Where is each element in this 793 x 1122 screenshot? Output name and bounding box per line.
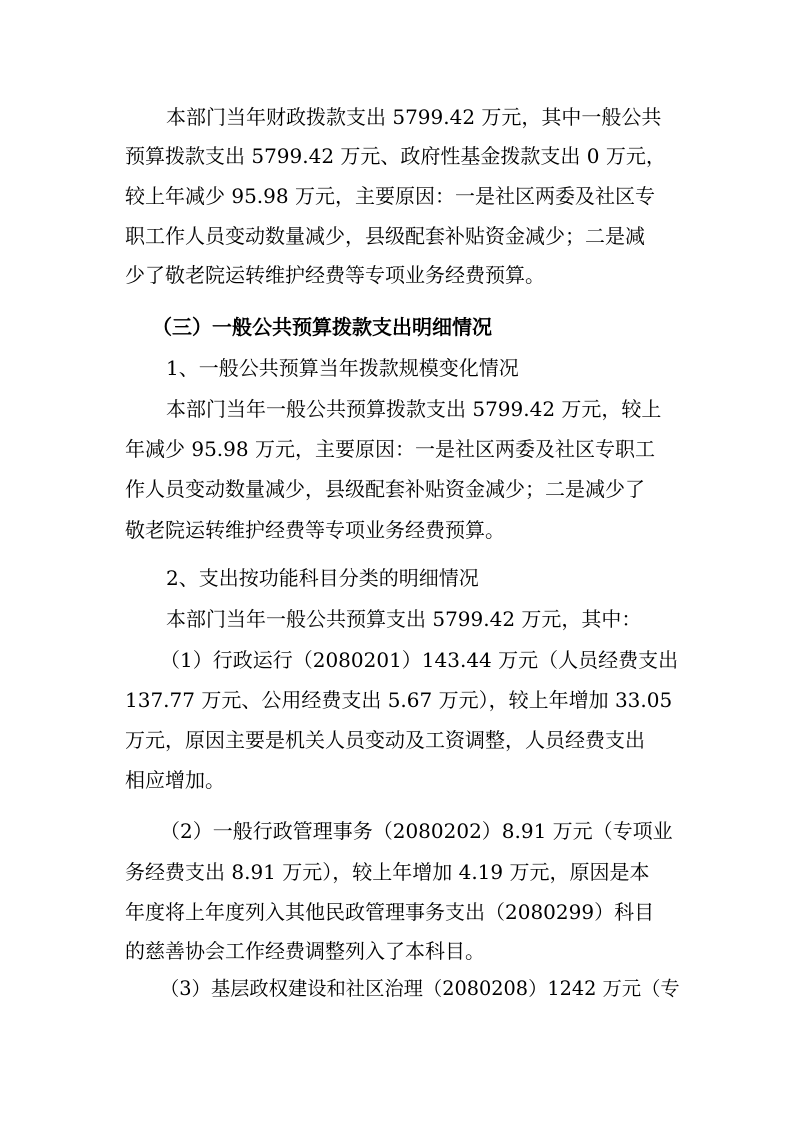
list-item-line: （3）基层政权建设和社区治理（2080208）1242 万元（专 [160, 977, 680, 1000]
paragraph-line: 少了敬老院运转维护经费等专项业务经费预算。 [125, 263, 545, 287]
subheading-1: 1、一般公共预算当年拨款规模变化情况 [166, 356, 519, 380]
paragraph-line: 敬老院运转维护经费等专项业务经费预算。 [125, 518, 505, 542]
paragraph-line: 较上年减少 95.98 万元，主要原因：一是社区两委及社区专 [125, 184, 655, 208]
paragraph-line: 年减少 95.98 万元，主要原因：一是社区两委及社区专职工 [125, 437, 655, 461]
subheading-2: 2、支出按功能科目分类的明细情况 [166, 566, 479, 590]
list-item-line: 年度将上年度列入其他民政管理事务支出（2080299）科目 [125, 900, 655, 924]
paragraph-line: 本部门当年一般公共预算拨款支出 5799.42 万元，较上 [166, 397, 662, 421]
list-item-line: （2）一般行政管理事务（2080202）8.91 万元（专项业 [160, 819, 673, 843]
paragraph-line: 本部门当年一般公共预算支出 5799.42 万元，其中： [166, 607, 642, 631]
section-heading: （三）一般公共预算拨款支出明细情况 [152, 315, 492, 339]
paragraph-line: 预算拨款支出 5799.42 万元、政府性基金拨款支出 0 万元， [125, 144, 666, 168]
paragraph-line: 作人员变动数量减少，县级配套补贴资金减少；二是减少了 [125, 477, 645, 501]
list-item-line: 务经费支出 8.91 万元），较上年增加 4.19 万元，原因是本 [125, 860, 650, 884]
list-item-line: （1）行政运行（2080201）143.44 万元（人员经费支出 [160, 648, 679, 672]
list-item-line: 的慈善协会工作经费调整列入了本科目。 [125, 939, 485, 963]
list-item-line: 万元，原因主要是机关人员变动及工资调整，人员经费支出 [125, 728, 645, 752]
list-item-line: 相应增加。 [125, 768, 225, 792]
paragraph-line: 职工作人员变动数量减少，县级配套补贴资金减少；二是减 [125, 224, 645, 248]
list-item-line: 137.77 万元、公用经费支出 5.67 万元），较上年增加 33.05 [125, 688, 673, 712]
paragraph-line: 本部门当年财政拨款支出 5799.42 万元，其中一般公共 [166, 105, 662, 129]
